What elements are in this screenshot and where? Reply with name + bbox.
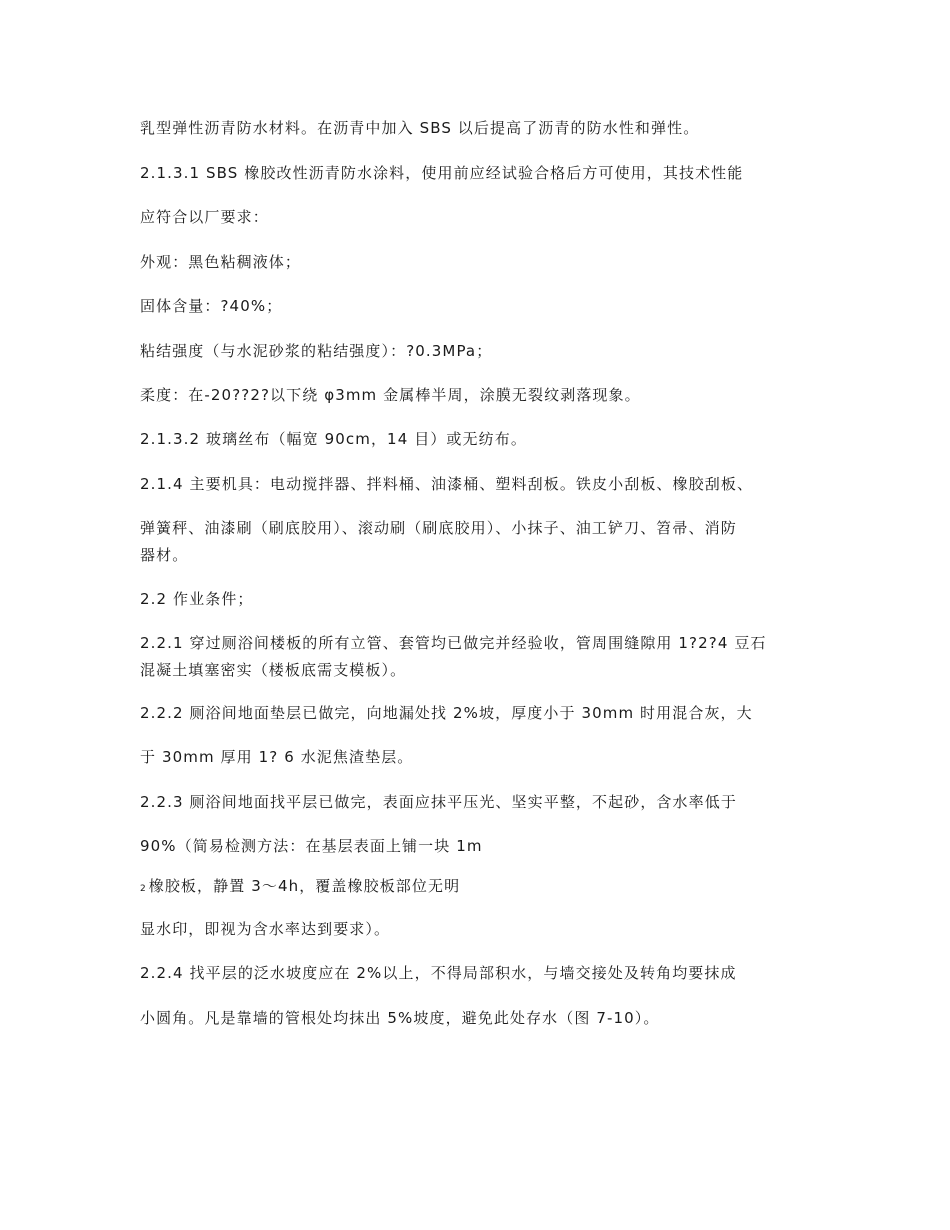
text-line-5: 固体含量：?40%； (140, 297, 283, 315)
text-line-10: 弹簧秤、油漆刷（刷底胶用）、滚动刷（刷底胶用）、小抹子、油工铲刀、笤帚、消防 (140, 519, 737, 537)
text-line-11: 器材。 (140, 546, 189, 564)
text-line-7: 柔度：在-20??2?以下绕 φ3mm 金属棒半周，涂膜无裂纹剥落现象。 (140, 386, 641, 404)
text-line-21: 2.2.4 找平层的泛水坡度应在 2%以上，不得局部积水，与墙交接处及转角均要抹成 (140, 964, 737, 982)
text-line-8: 2.1.3.2 玻璃丝布（幅宽 90cm，14 目）或无纺布。 (140, 430, 527, 448)
text-line-16: 于 30mm 厚用 1? 6 水泥焦渣垫层。 (140, 748, 414, 766)
text-line-17: 2.2.3 厕浴间地面找平层已做完，表面应抹平压光、坚实平整，不起砂，含水率低于 (140, 793, 737, 811)
superscript-2: 2 (140, 884, 146, 894)
text-line-14: 混凝土填塞密实（楼板底需支模板）。 (140, 661, 407, 679)
text-line-15: 2.2.2 厕浴间地面垫层已做完，向地漏处找 2%坡，厚度小于 30mm 时用混合灰，大 (140, 704, 753, 722)
text-line-19-body: 橡胶板，静置 3～4h，覆盖橡胶板部位无明 (148, 877, 461, 895)
text-line-22: 小圆角。凡是靠墙的管根处均抹出 5%坡度，避免此处存水（图 7-10）。 (140, 1009, 660, 1027)
text-line-20: 显水印，即视为含水率达到要求）。 (140, 920, 391, 938)
text-line-4: 外观：黑色粘稠液体； (140, 253, 302, 271)
text-line-1: 乳型弹性沥青防水材料。在沥青中加入 SBS 以后提高了沥青的防水性和弹性。 (140, 119, 700, 137)
text-line-13: 2.2.1 穿过厕浴间楼板的所有立管、套管均已做完并经验收，管周围缝隙用 1?2?4 豆石 (140, 634, 767, 652)
text-line-2: 2.1.3.1 SBS 橡胶改性沥青防水涂料，使用前应经试验合格后方可使用，其技术性能 (140, 164, 744, 182)
text-line-12: 2.2 作业条件； (140, 590, 254, 608)
text-line-3: 应符合以厂要求： (140, 208, 269, 226)
text-line-18: 90%（简易检测方法：在基层表面上铺一块 1m (140, 837, 483, 855)
text-line-6: 粘结强度（与水泥砂浆的粘结强度）：?0.3MPa； (140, 342, 493, 360)
text-line-9: 2.1.4 主要机具：电动搅拌器、拌料桶、油漆桶、塑料刮板。铁皮小刮板、橡胶刮板、 (140, 475, 754, 493)
text-line-19 (140, 876, 820, 899)
